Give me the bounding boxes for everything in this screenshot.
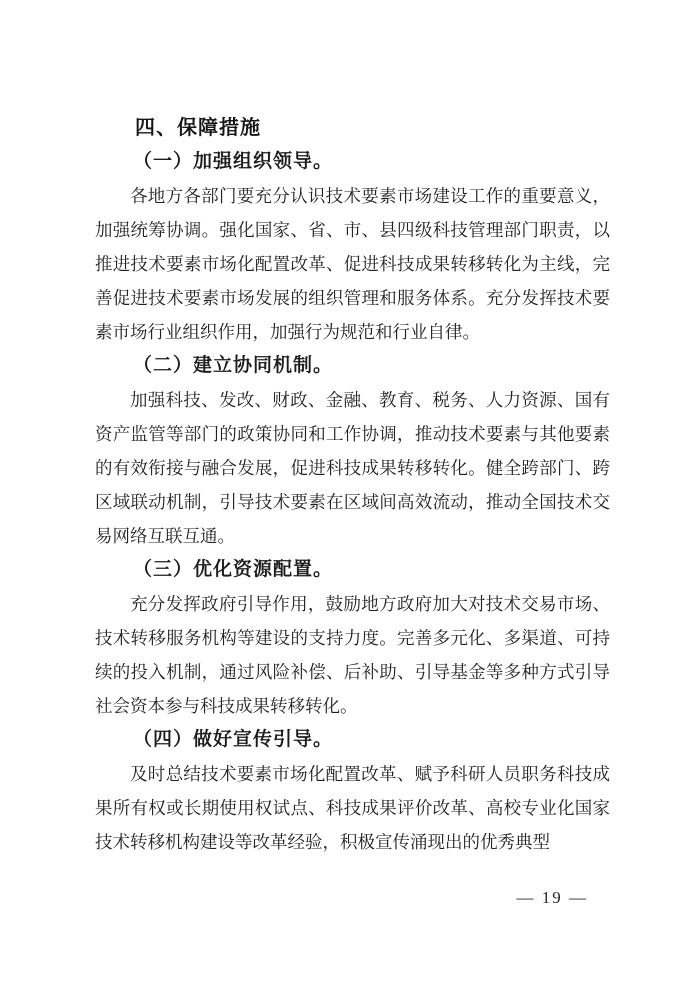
page-number: — 19 — — [516, 888, 588, 907]
subsection-2 — [95, 349, 610, 553]
subsection-body: 加强科技、发改、财政、金融、教育、税务、人力资源、国有资产监管等部门的政策协同和工作协调，推动技术要素与其他要素的有效衔接与融合发展，促进科技成果转移转化。健全跨部门、跨区域联动机制，引导技术要素在区域间高效流动，推动全国技术交易网络互联互通。 — [95, 390, 610, 546]
subsection-4 — [95, 723, 610, 859]
subsection-title: （二）建立协同机制。 — [133, 355, 334, 376]
subsection-body: 各地方各部门要充分认识技术要素市场建设工作的重要意义，加强统筹协调。强化国家、省、市、县四级科技管理部门职责，以推进技术要素市场化配置改革、促进科技成果转移转化为主线，完善促进技术要素市场发展的组织管理和服务体系。充分发挥技术要素市场行业组织作用，加强行为规范和行业自律。 — [95, 186, 610, 342]
subsection-body: 充分发挥政府引导作用，鼓励地方政府加大对技术交易市场、技术转移服务机构等建设的支持力度。完善多元化、多渠道、可持续的投入机制，通过风险补偿、后补助、引导基金等多种方式引导社会资本参与科技成果转移转化。 — [95, 594, 610, 716]
subsection-1 — [95, 145, 610, 349]
subsection-title: （三）优化资源配置。 — [133, 559, 334, 580]
subsection-3 — [95, 553, 610, 723]
section-heading: 四、保障措施 — [135, 117, 261, 139]
document-content — [95, 111, 610, 859]
subsection-body: 及时总结技术要素市场化配置改革、赋予科研人员职务科技成果所有权或长期使用权试点、科技成果评价改革、高校专业化国家技术转移机构建设等改革经验，积极宣传涌现出的优秀典型 — [95, 764, 610, 852]
subsection-title: （一）加强组织领导。 — [133, 151, 334, 172]
subsection-title: （四）做好宣传引导。 — [133, 729, 334, 750]
